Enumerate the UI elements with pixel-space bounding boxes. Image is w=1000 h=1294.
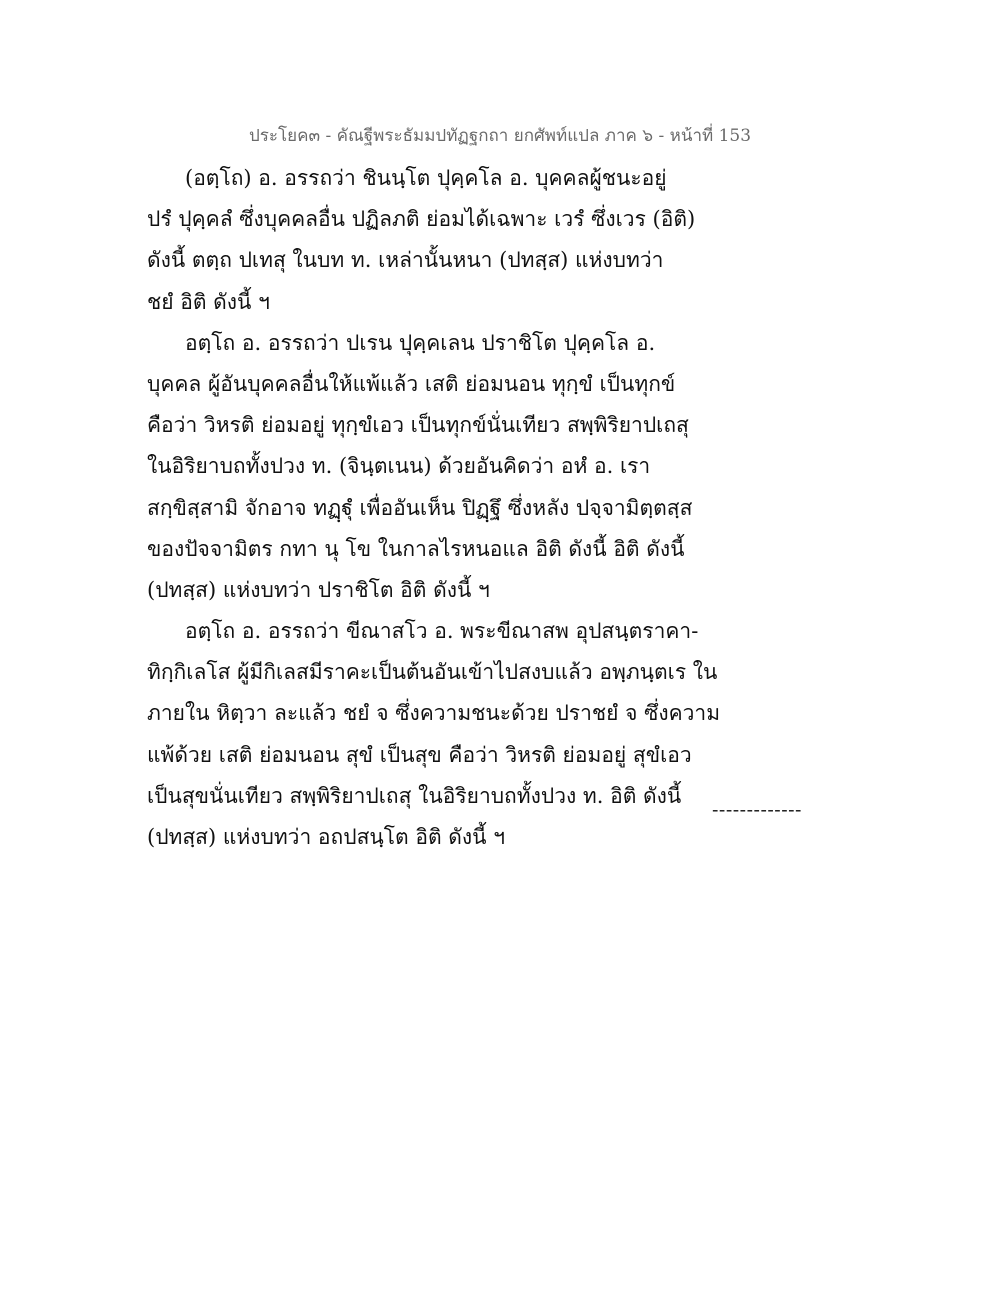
text-line: เป็นสุขนั่นเทียว สพฺพิริยาปเถสุ ในอิริยาบถทั้งปวง ท. อิติ ดังนี้ xyxy=(147,783,682,808)
text-line: ภายใน หิตฺวา ละแล้ว ชยํ จ ซึ่งความชนะด้วย ปราชยํ จ ซึ่งความ xyxy=(147,701,721,726)
text-line: สกฺขิสฺสามิ จักอาจ ทฏฺฐุํ เพื่ออันเห็น ปิฏฺฐึ ซึ่งหลัง ปจฺจามิตฺตสฺส xyxy=(147,495,693,520)
text-line: อตฺโถ อ. อรรถว่า ปเรน ปุคฺคเลน ปราชิโต ปุคฺคโล อ. xyxy=(185,330,656,355)
text-line: ในอิริยาบถทั้งปวง ท. (จินฺตเนน) ด้วยอันคิดว่า อหํ อ. เรา xyxy=(147,454,651,479)
text-line: ปรํ ปุคฺคลํ ซึ่งบุคคลอื่น ปฏิลภติ ย่อมได้เฉพาะ เวรํ ซึ่งเวร (อิติ) xyxy=(147,207,696,232)
text-line: (ปทสฺส) แห่งบทว่า อถปสนฺโต อิติ ดังนี้ ฯ xyxy=(147,825,505,849)
text-line: ชยํ อิติ ดังนี้ ฯ xyxy=(147,289,270,314)
paragraph-1 xyxy=(147,158,707,323)
page-header: ประโยค๓ - คัณฐีพระธัมมปทัฏฐกถา ยกศัพท์แปล ภาค ๖ - หน้าที่ 153 xyxy=(248,126,752,146)
paragraph-3 xyxy=(147,611,721,858)
text-line: ดังนี้ ตตฺถ ปเทสุ ในบท ท. เหล่านั้นหนา (ปทสฺส) แห่งบทว่า xyxy=(147,248,664,273)
text-line: บุคคล ผู้อันบุคคลอื่นให้แพ้แล้ว เสติ ย่อมนอน ทุกฺขํ เป็นทุกข์ xyxy=(147,371,676,396)
text-line: ของปัจจามิตร กทา นุ โข ในกาลไรหนอแล อิติ ดังนี้ อิติ ดังนี้ xyxy=(147,536,685,561)
paragraph-2 xyxy=(147,323,707,611)
text-line: แพ้ด้วย เสติ ย่อมนอน สุขํ เป็นสุข คือว่า วิหรติ ย่อมอยู่ สุขํเอว xyxy=(147,742,692,767)
text-line: (ปทสฺส) แห่งบทว่า ปราชิโต อิติ ดังนี้ ฯ xyxy=(147,577,490,602)
end-divider: ------------- xyxy=(712,799,802,821)
text-line: อตฺโถ อ. อรรถว่า ขีณาสโว อ. พระขีณาสพ อุปสนฺตราคา- xyxy=(185,619,699,644)
text-line: (อตฺโถ) อ. อรรถว่า ชินนฺโต ปุคฺคโล อ. บุคคลผู้ชนะอยู่ xyxy=(185,166,667,190)
text-line: ทิกฺกิเลโส ผู้มีกิเลสมีราคะเป็นต้นอันเข้าไปสงบแล้ว อพฺภนฺตเร ใน xyxy=(147,660,718,685)
text-line: คือว่า วิหรติ ย่อมอยู่ ทุกฺขํเอว เป็นทุกข์นั่นเทียว สพฺพิริยาปเถสุ xyxy=(147,413,689,438)
body-text xyxy=(147,158,721,858)
